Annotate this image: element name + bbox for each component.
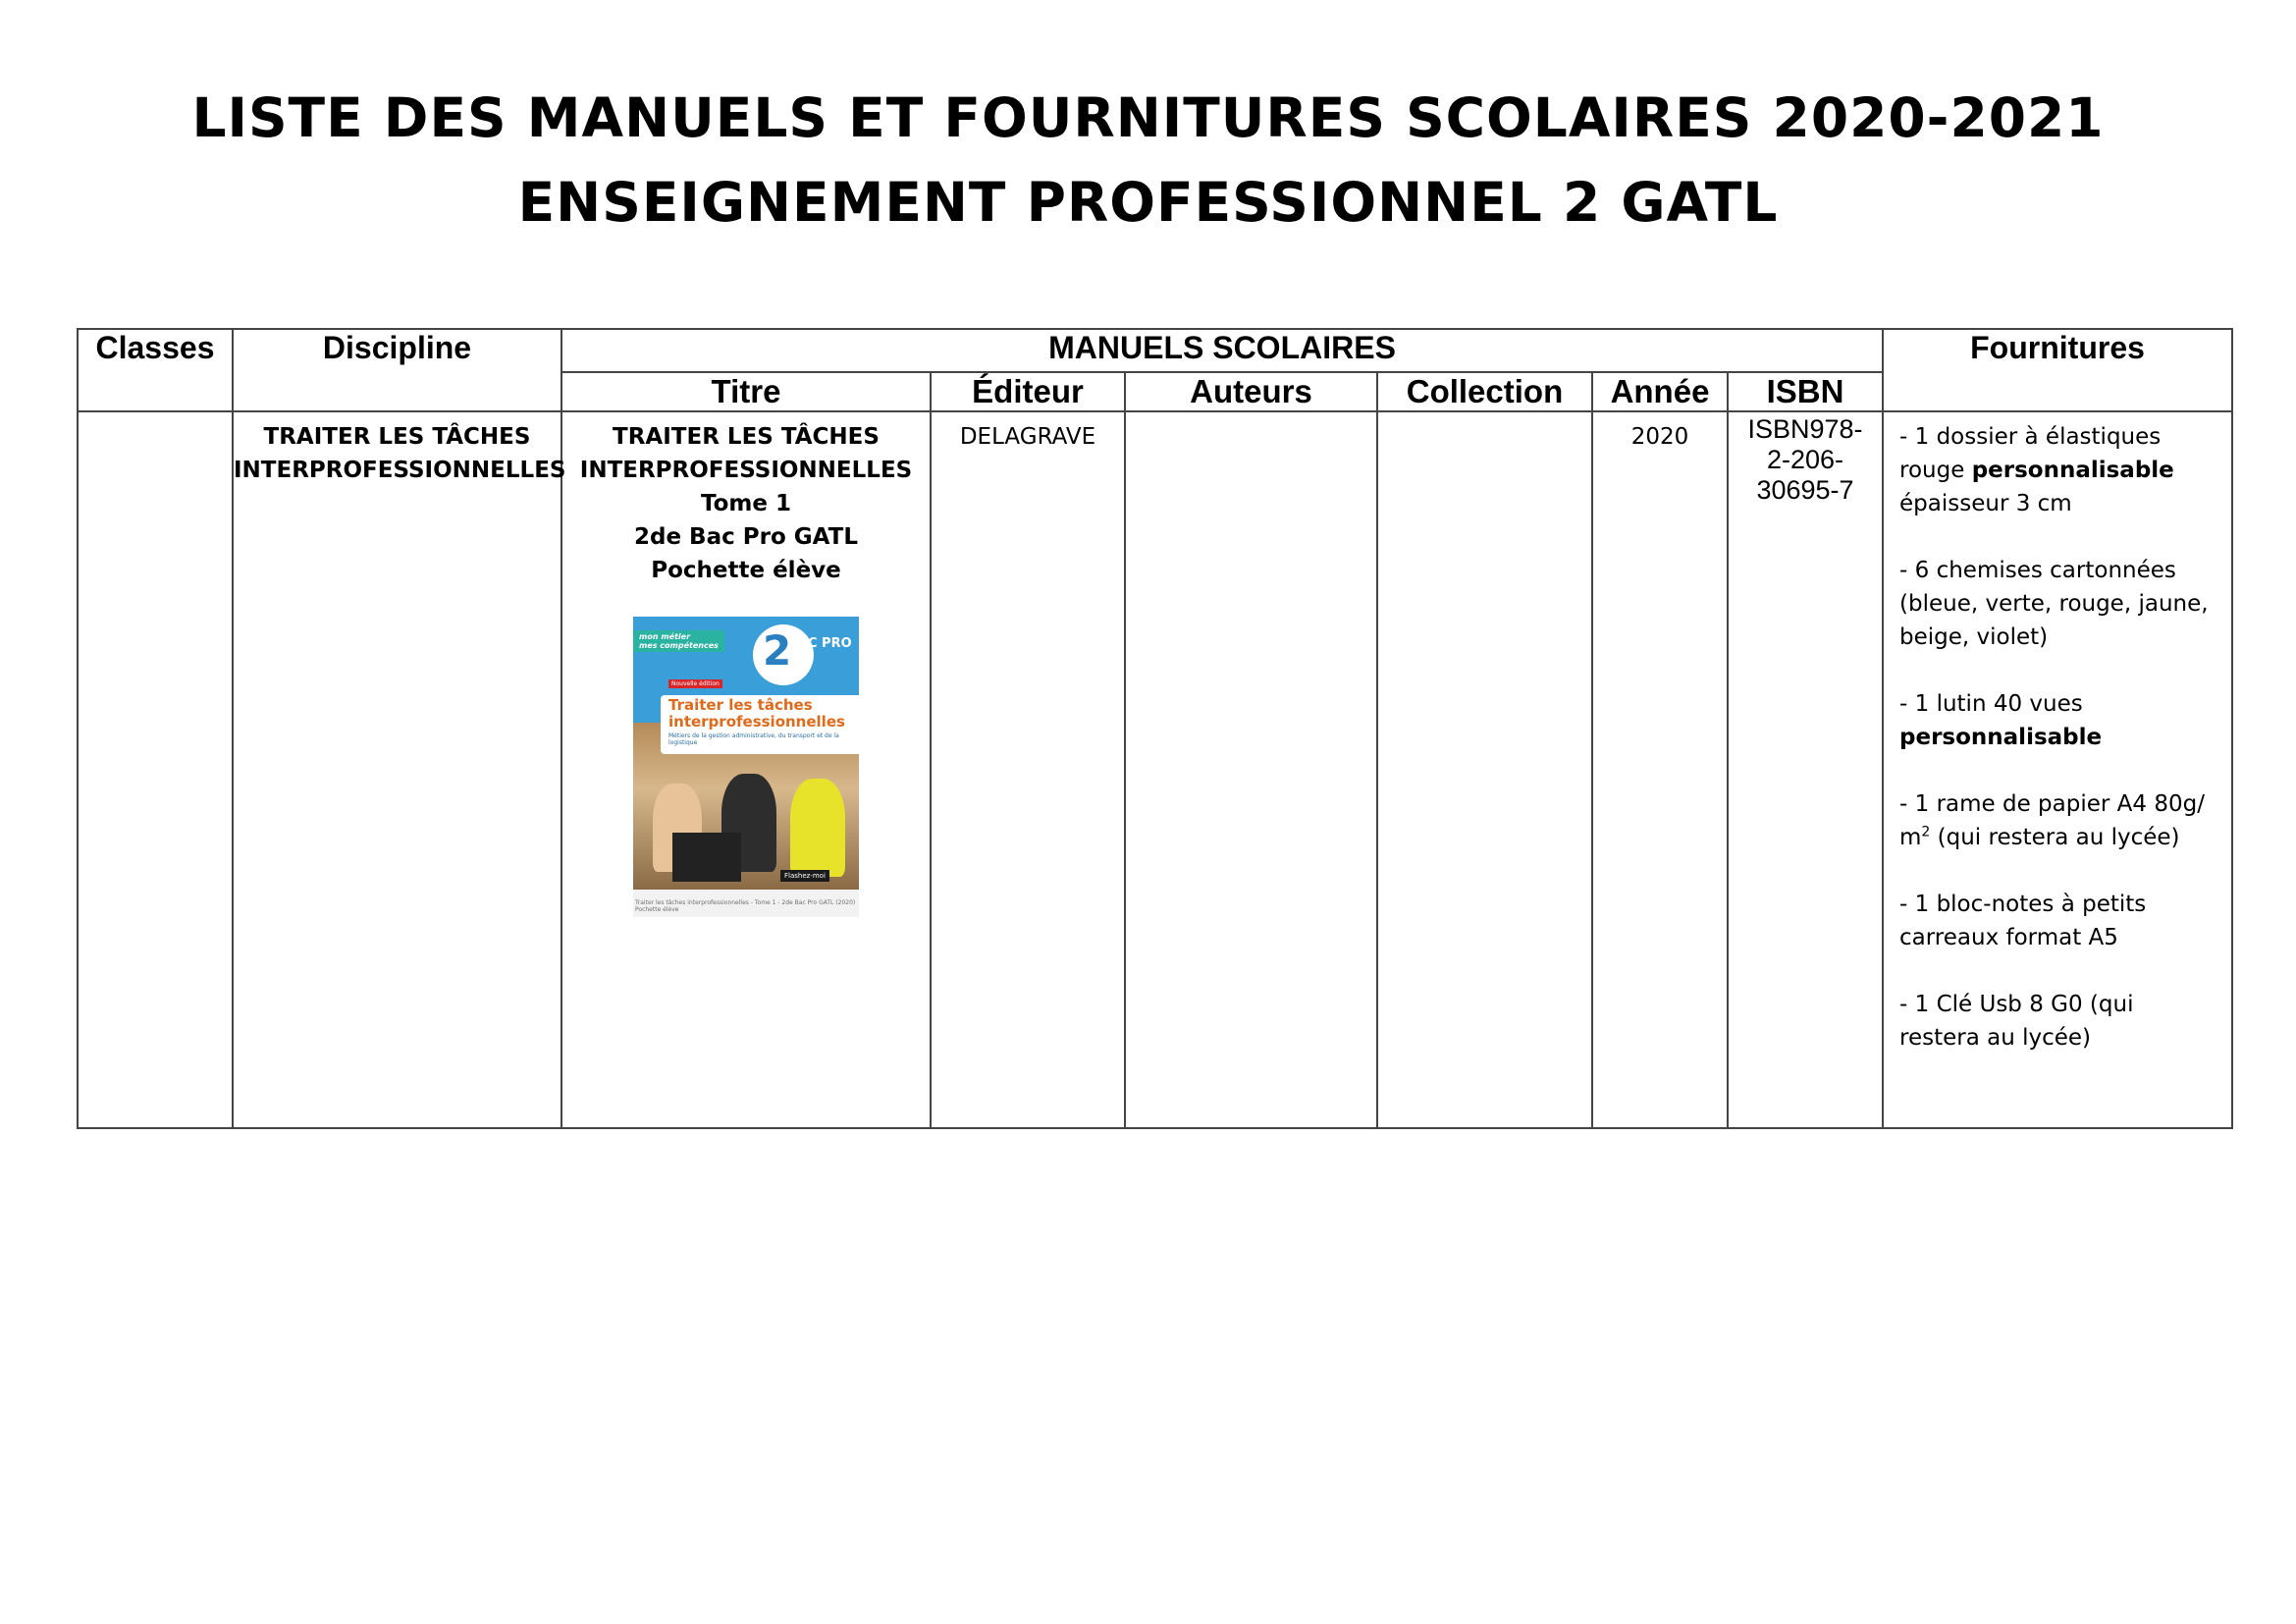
cell-annee: 2020 xyxy=(1592,411,1728,1128)
isbn-line: 2-206- xyxy=(1766,445,1844,474)
titre-line: 2de Bac Pro GATL xyxy=(633,524,858,550)
cell-isbn xyxy=(1728,411,1883,1128)
cover-tag: mon métier mes compétences xyxy=(633,630,724,652)
book-cover-image xyxy=(633,617,859,917)
header-titre: Titre xyxy=(561,372,931,411)
header-discipline: Discipline xyxy=(233,329,561,411)
cover-number: 2 xyxy=(763,626,792,675)
cell-editeur: DELAGRAVE xyxy=(931,411,1125,1128)
supply-item: - 1 bloc-notes à petits carreaux format A5 xyxy=(1899,892,2147,950)
titre-line: INTERPROFESSIONNELLES xyxy=(579,458,913,483)
cell-classes xyxy=(78,411,233,1128)
cell-fournitures xyxy=(1883,411,2232,1128)
supplies-table xyxy=(77,328,2233,1129)
cell-auteurs xyxy=(1125,411,1377,1128)
header-editeur: Éditeur xyxy=(931,372,1125,411)
page-title-line1: LISTE DES MANUELS ET FOURNITURES SCOLAIRES 2020-2021 xyxy=(191,86,2105,149)
cover-title: Traiter les tâches interprofessionnelles xyxy=(668,696,845,731)
cover-bottom-text: Traiter les tâches interprofessionnelles - Tome 1 - 2de Bac Pro GATL (2020) Pochette élève xyxy=(635,899,856,913)
header-collection: Collection xyxy=(1377,372,1592,411)
header-manuels-scolaires: MANUELS SCOLAIRES xyxy=(561,329,1883,372)
cover-badge: Nouvelle édition xyxy=(668,679,722,688)
titre-line: Tome 1 xyxy=(700,491,791,516)
cover-person-figure xyxy=(790,779,845,877)
supply-item: - 1 dossier à élastiques rouge personnalisable épaisseur 3 cm xyxy=(1899,424,2174,516)
table-row xyxy=(78,411,2232,1128)
discipline-line1: TRAITER LES TÂCHES xyxy=(263,424,531,450)
titre-line: Pochette élève xyxy=(651,558,841,583)
supply-item: - 6 chemises cartonnées (bleue, verte, rouge, jaune, beige, violet) xyxy=(1899,558,2209,650)
cover-subtitle: Métiers de la gestion administrative, du transport et de la logistique xyxy=(668,732,839,746)
cell-discipline xyxy=(233,411,566,1128)
titre-line: TRAITER LES TÂCHES xyxy=(613,424,880,450)
isbn-line: ISBN978- xyxy=(1747,414,1863,444)
supply-item: - 1 rame de papier A4 80g/ $m^2$ (qui restera au lycée) xyxy=(1899,791,2205,850)
discipline-line2: INTERPROFESSIONNELLES xyxy=(234,458,566,483)
header-auteurs: Auteurs xyxy=(1125,372,1377,411)
header-isbn: ISBN xyxy=(1728,372,1883,411)
cell-titre xyxy=(561,411,931,1128)
supply-item: - 1 lutin 40 vues personnalisable xyxy=(1899,691,2103,750)
isbn-line: 30695-7 xyxy=(1756,475,1854,505)
page-title-line2: ENSEIGNEMENT PROFESSIONNEL 2 GATL xyxy=(517,171,1779,234)
header-fournitures: Fournitures xyxy=(1883,329,2232,411)
cover-flash: Flashez-moi xyxy=(780,870,829,882)
cover-bacpro: BAC PRO xyxy=(788,636,852,651)
header-annee: Année xyxy=(1592,372,1728,411)
cover-monitor xyxy=(672,833,741,882)
supply-item: - 1 Clé Usb 8 G0 (qui restera au lycée) xyxy=(1899,992,2134,1051)
cell-collection xyxy=(1377,411,1592,1128)
header-classes: Classes xyxy=(78,329,233,411)
